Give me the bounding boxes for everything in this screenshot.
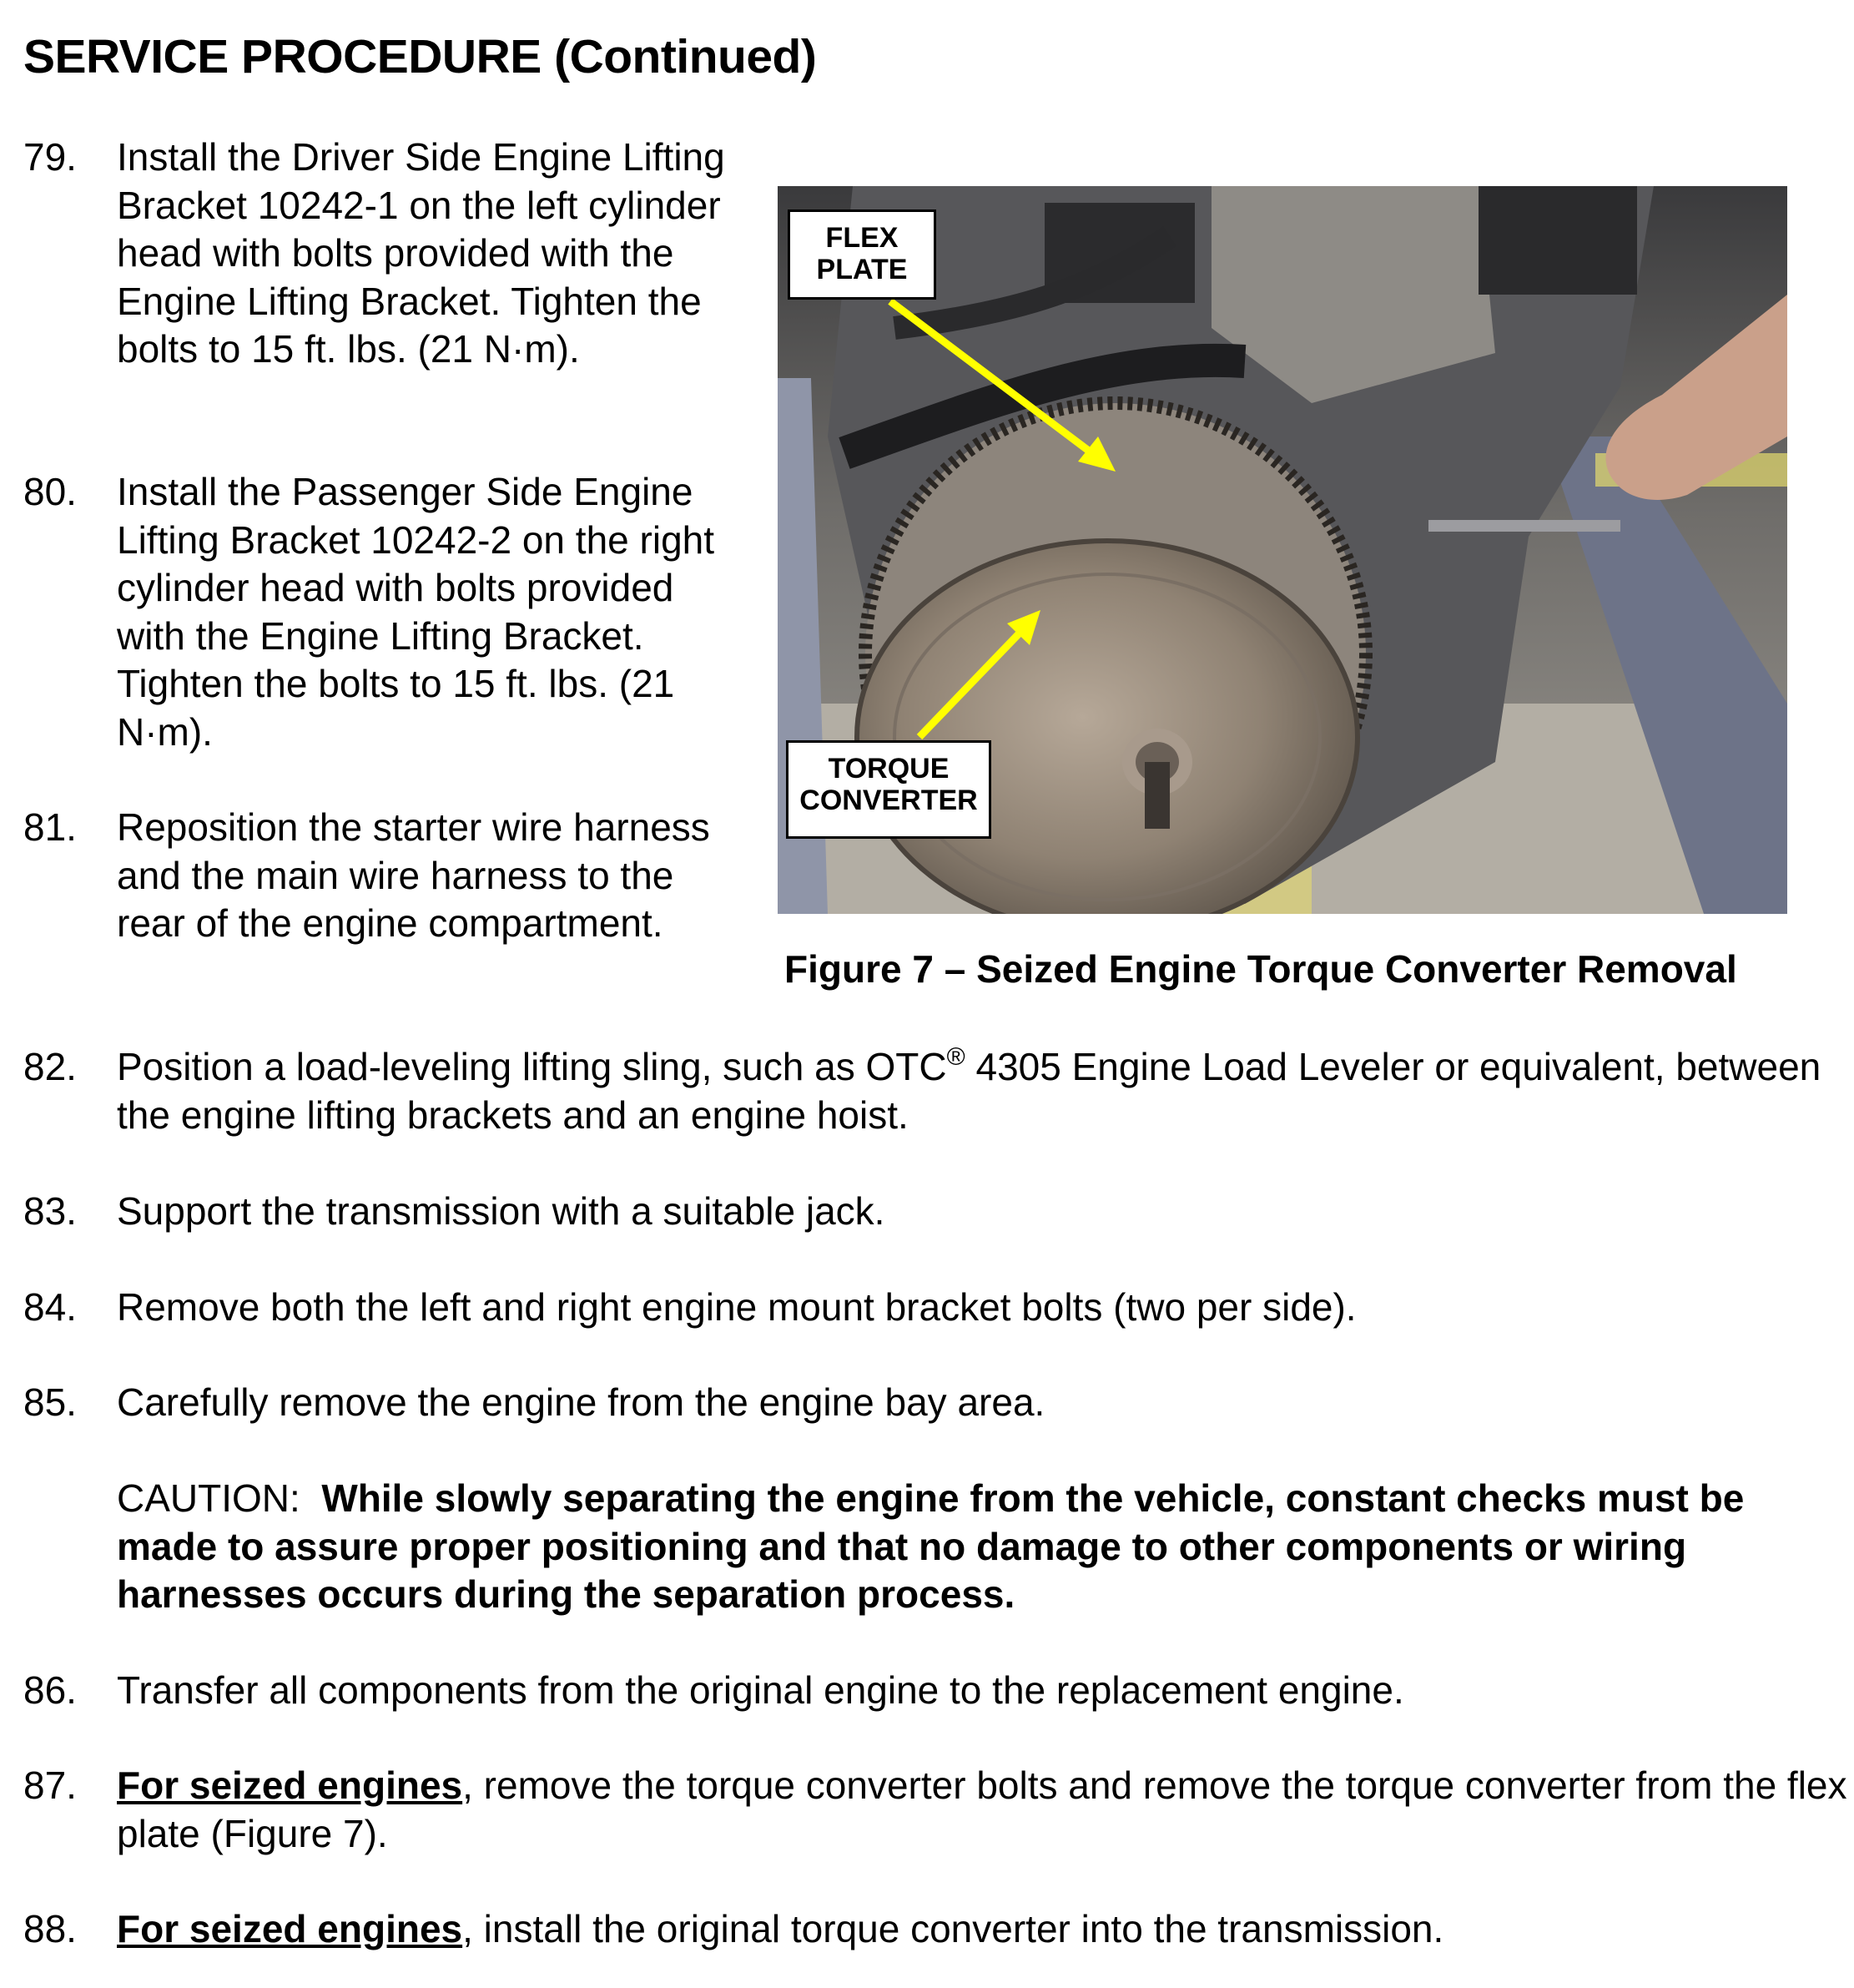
step-emphasis: For seized engines bbox=[117, 1907, 463, 1950]
step-text: Install the Passenger Side Engine Lifting Bracket 10242-2 on the right cylinder head with bolts provided with the Engine Lifting Bracket. Tighten the bolts to 15 ft. lbs. (21 N·m). bbox=[117, 470, 715, 754]
torque-converter-callout: TORQUE CONVERTER bbox=[786, 740, 991, 839]
step-text bbox=[117, 1762, 1852, 1858]
registered-mark: ® bbox=[946, 1043, 965, 1071]
step-text: Carefully remove the engine from the engine bay area. bbox=[117, 1380, 1045, 1424]
step-text-part: , install the original torque converter into the transmission. bbox=[462, 1907, 1444, 1950]
step-text bbox=[117, 1043, 1852, 1139]
step-number: 85. bbox=[23, 1380, 77, 1424]
step-text: Reposition the starter wire harness and the main wire harness to the rear of the engine compartment. bbox=[117, 805, 710, 945]
step-text: Remove both the left and right engine mount bracket bolts (two per side). bbox=[117, 1285, 1357, 1329]
caution-label: CAUTION: bbox=[117, 1476, 300, 1520]
step-text-part: 4305 Engine Load Leveler or equivalent, between the engine lifting brackets and an engine hoist. bbox=[117, 1045, 1821, 1137]
step-text bbox=[117, 1905, 1852, 1954]
figure-caption: Figure 7 – Seized Engine Torque Converter Removal bbox=[784, 947, 1737, 991]
step-emphasis: For seized engines bbox=[117, 1763, 463, 1807]
step-number: 79. bbox=[23, 135, 77, 179]
step-number: 88. bbox=[23, 1907, 77, 1950]
page-title: SERVICE PROCEDURE (Continued) bbox=[23, 30, 817, 83]
step-number: 82. bbox=[23, 1045, 77, 1088]
step-number: 81. bbox=[23, 805, 77, 849]
step-number: 87. bbox=[23, 1763, 77, 1807]
step-text: Transfer all components from the original engine to the replacement engine. bbox=[117, 1668, 1404, 1712]
step-number: 80. bbox=[23, 470, 77, 513]
flex-plate-callout: FLEX PLATE bbox=[788, 209, 936, 300]
caution-body: While slowly separating the engine from the vehicle, constant checks must be made to assure proper positioning and that no damage to other components or wiring harnesses occurs during the separation process. bbox=[117, 1476, 1745, 1616]
step-text-part: , remove the torque converter bolts and remove the torque converter from the flex plate (Figure 7). bbox=[117, 1763, 1847, 1855]
step-text-part: Position a load-leveling lifting sling, such as OTC bbox=[117, 1045, 947, 1088]
step-text: Install the Driver Side Engine Lifting Bracket 10242-1 on the left cylinder head with bolts provided with the Engine Lifting Bracket. Tighten the bolts to 15 ft. lbs. (21 N·m). bbox=[117, 135, 725, 371]
step-number: 84. bbox=[23, 1285, 77, 1329]
step-text: Support the transmission with a suitable jack. bbox=[117, 1189, 885, 1233]
step-number: 83. bbox=[23, 1189, 77, 1233]
figure-7-photo bbox=[778, 186, 1787, 914]
caution-text bbox=[117, 1475, 1852, 1619]
step-number: 86. bbox=[23, 1668, 77, 1712]
